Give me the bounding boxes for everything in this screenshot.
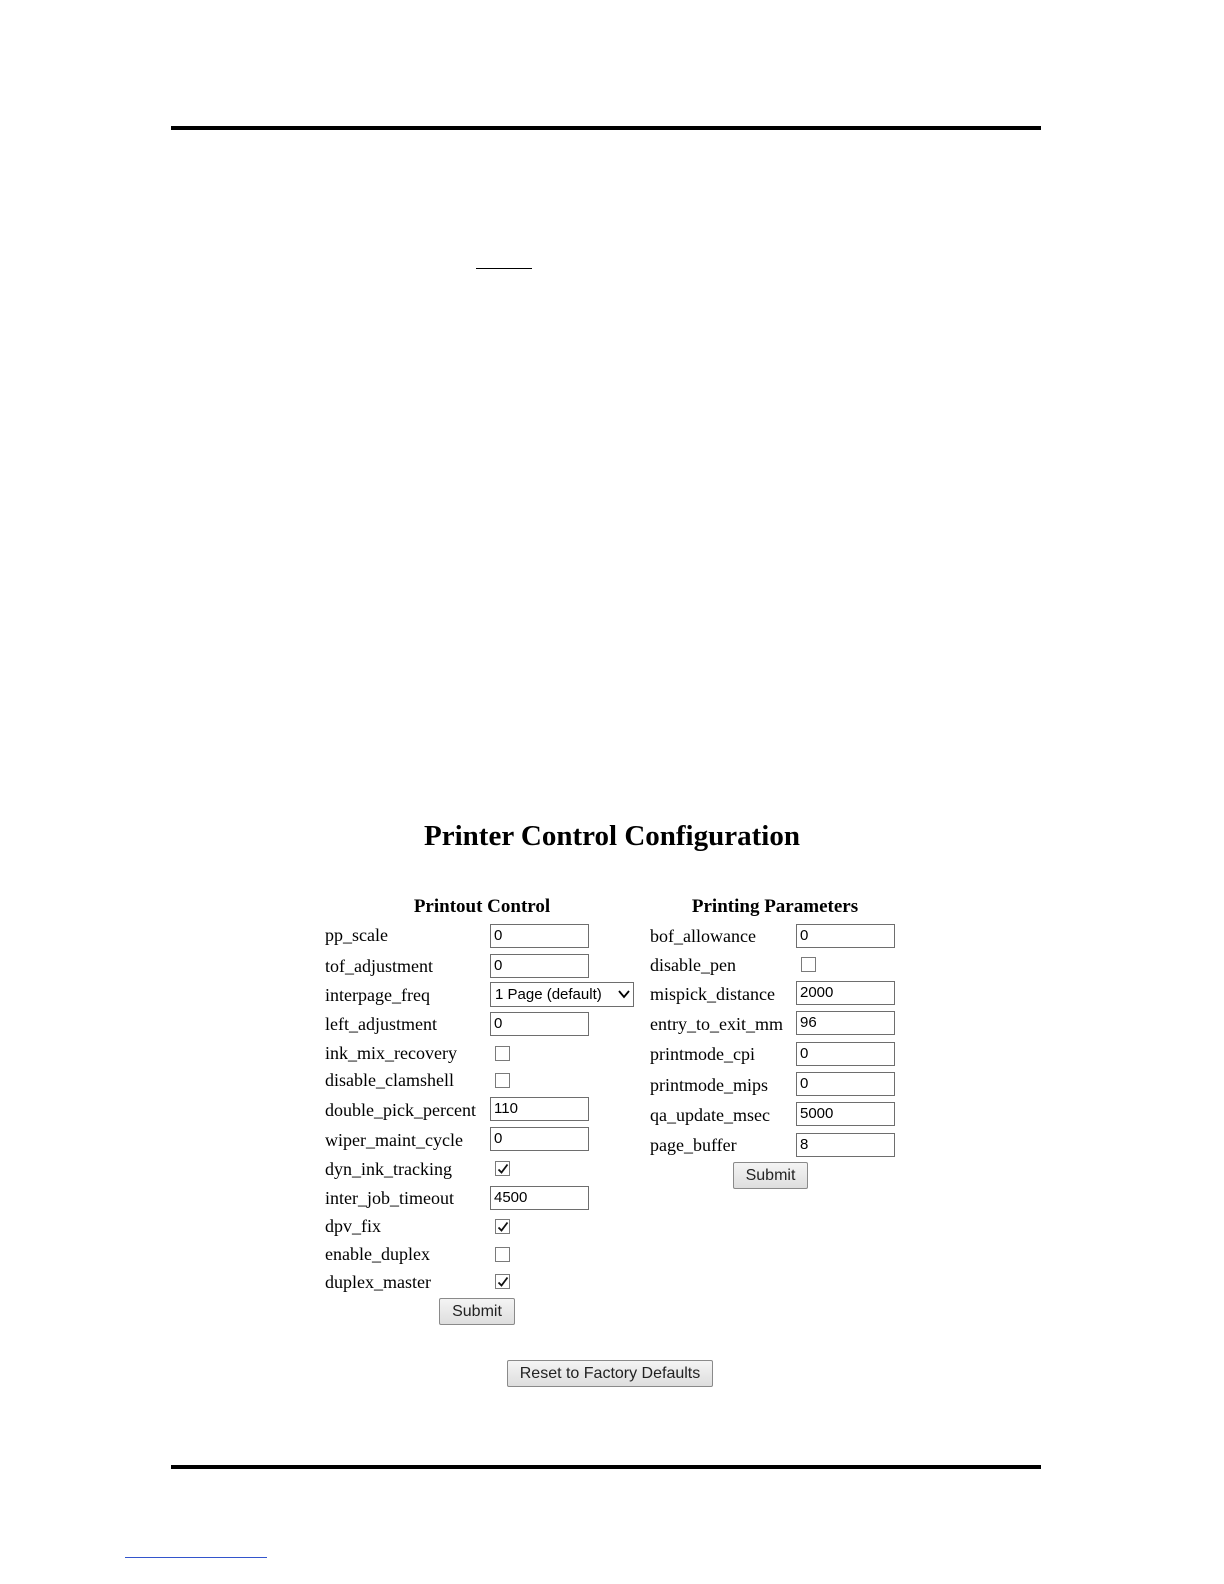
- pp-scale-input[interactable]: 0: [490, 924, 589, 948]
- label-bof-allowance: bof_allowance: [650, 926, 756, 946]
- page-buffer-input[interactable]: 8: [796, 1133, 895, 1157]
- printout-submit-button[interactable]: Submit: [439, 1298, 515, 1325]
- disable-pen-checkbox[interactable]: [801, 957, 816, 972]
- label-entry-to-exit-mm: entry_to_exit_mm: [650, 1014, 783, 1034]
- interpage-freq-value: 1 Page (default): [495, 986, 602, 1003]
- checkmark-icon: [497, 1221, 509, 1233]
- label-printmode-mips: printmode_mips: [650, 1075, 768, 1095]
- label-enable-duplex: enable_duplex: [325, 1244, 430, 1264]
- bof-allowance-input[interactable]: 0: [796, 924, 895, 948]
- label-mispick-distance: mispick_distance: [650, 984, 775, 1004]
- dyn-ink-tracking-checkbox[interactable]: [495, 1161, 510, 1176]
- label-pp-scale: pp_scale: [325, 925, 388, 945]
- label-ink-mix-recovery: ink_mix_recovery: [325, 1043, 457, 1063]
- duplex-master-checkbox[interactable]: [495, 1274, 510, 1289]
- chevron-down-icon: [618, 989, 630, 999]
- printing-parameters-title: Printing Parameters: [691, 896, 859, 917]
- underline-mark: [476, 268, 532, 269]
- entry-to-exit-mm-input[interactable]: 96: [796, 1011, 895, 1035]
- dpv-fix-checkbox[interactable]: [495, 1219, 510, 1234]
- double-pick-percent-input[interactable]: 110: [490, 1097, 589, 1121]
- label-dyn-ink-tracking: dyn_ink_tracking: [325, 1159, 452, 1179]
- label-duplex-master: duplex_master: [325, 1272, 431, 1292]
- qa-update-msec-input[interactable]: 5000: [796, 1102, 895, 1126]
- label-interpage-freq: interpage_freq: [325, 985, 430, 1005]
- tof-adjustment-input[interactable]: 0: [490, 954, 589, 978]
- label-tof-adjustment: tof_adjustment: [325, 956, 433, 976]
- header-rule: [171, 126, 1041, 130]
- label-page-buffer: page_buffer: [650, 1135, 737, 1155]
- footnote-line: [125, 1557, 267, 1558]
- inter-job-timeout-input[interactable]: 4500: [490, 1186, 589, 1210]
- printmode-cpi-input[interactable]: 0: [796, 1042, 895, 1066]
- label-wiper-maint-cycle: wiper_maint_cycle: [325, 1130, 463, 1150]
- enable-duplex-checkbox[interactable]: [495, 1247, 510, 1262]
- label-dpv-fix: dpv_fix: [325, 1216, 381, 1236]
- label-disable-pen: disable_pen: [650, 955, 736, 975]
- label-double-pick-percent: double_pick_percent: [325, 1100, 476, 1120]
- reset-factory-defaults-button[interactable]: Reset to Factory Defaults: [507, 1360, 713, 1387]
- checkmark-icon: [497, 1276, 509, 1288]
- printout-control-title: Printout Control: [413, 896, 551, 917]
- printmode-mips-input[interactable]: 0: [796, 1072, 895, 1096]
- checkmark-icon: [497, 1163, 509, 1175]
- page-title: Printer Control Configuration: [424, 820, 800, 852]
- wiper-maint-cycle-input[interactable]: 0: [490, 1127, 589, 1151]
- mispick-distance-input[interactable]: 2000: [796, 981, 895, 1005]
- parameters-submit-button[interactable]: Submit: [733, 1162, 808, 1189]
- interpage-freq-select[interactable]: [490, 982, 634, 1007]
- footer-rule: [171, 1465, 1041, 1469]
- label-disable-clamshell: disable_clamshell: [325, 1070, 454, 1090]
- label-printmode-cpi: printmode_cpi: [650, 1044, 755, 1064]
- label-inter-job-timeout: inter_job_timeout: [325, 1188, 454, 1208]
- label-left-adjustment: left_adjustment: [325, 1014, 437, 1034]
- disable-clamshell-checkbox[interactable]: [495, 1073, 510, 1088]
- left-adjustment-input[interactable]: 0: [490, 1012, 589, 1036]
- ink-mix-recovery-checkbox[interactable]: [495, 1046, 510, 1061]
- label-qa-update-msec: qa_update_msec: [650, 1105, 770, 1125]
